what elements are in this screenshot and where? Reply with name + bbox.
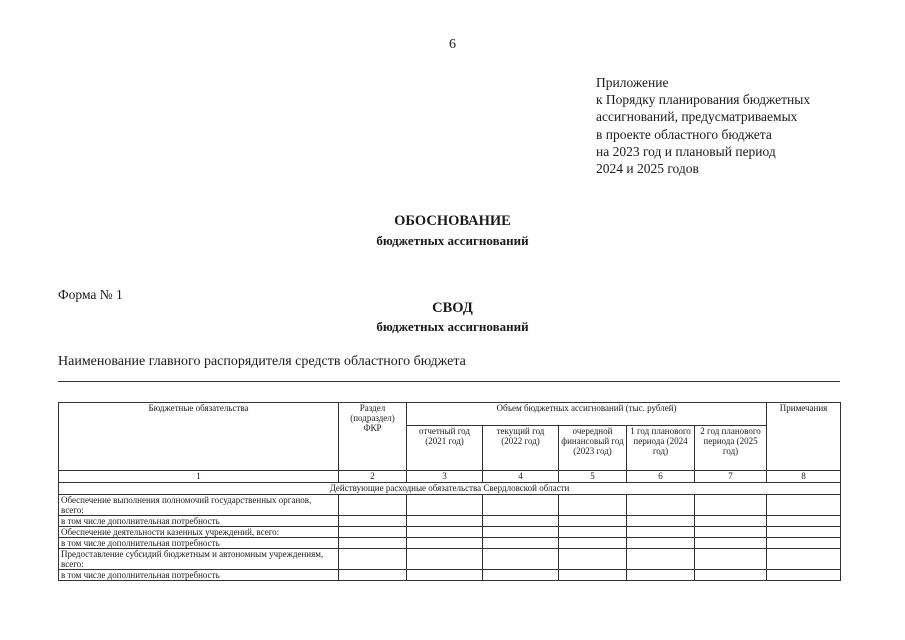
table-cell[interactable] [407,495,483,516]
table-cell[interactable] [627,516,695,527]
table-cell[interactable] [767,549,841,570]
table-cell[interactable] [627,538,695,549]
table-cell[interactable] [559,495,627,516]
table-row [59,538,841,549]
column-number: 8 [767,471,841,483]
table-cell[interactable] [627,527,695,538]
header-year-current: текущий год (2022 год) [483,426,559,471]
table-cell[interactable] [559,527,627,538]
table-cell[interactable] [559,570,627,581]
column-number: 6 [627,471,695,483]
appendix-line: в проекте областного бюджета [596,126,772,142]
table-cell[interactable] [339,538,407,549]
table-row [59,570,841,581]
table-cell[interactable] [407,538,483,549]
table-cell[interactable] [767,527,841,538]
table-cell[interactable] [695,538,767,549]
column-number: 4 [483,471,559,483]
header-year-plan-1: 1 год планового периода (2024 год) [627,426,695,471]
header-budget-volume: Объем бюджетных ассигнований (тыс. рублей) [407,403,767,426]
table-cell[interactable] [483,549,559,570]
table-cell[interactable] [695,570,767,581]
table-cell[interactable] [695,527,767,538]
table-cell[interactable] [483,538,559,549]
table-cell[interactable] [407,570,483,581]
table-row [59,516,841,527]
column-number: 3 [407,471,483,483]
table-row [59,527,841,538]
appendix-line: Приложение [596,75,669,90]
table-cell[interactable] [627,549,695,570]
row-label: Обеспечение деятельности казенных учреждений, всего: [59,527,339,538]
ministry-fill-line [58,381,840,382]
appendix-line: на 2023 год и плановый период [596,143,776,159]
row-label: Предоставление субсидий бюджетным и автономным учреждениям, всего: [59,549,339,570]
appendix-line: ассигнований, предусматриваемых [596,109,798,125]
header-year-next: очередной финансовый год (2023 год) [559,426,627,471]
table-cell[interactable] [483,516,559,527]
form-number: Форма № 1 [58,287,123,302]
table-cell[interactable] [627,495,695,516]
table-cell[interactable] [695,549,767,570]
document-subtitle: бюджетных ассигнований [376,233,529,248]
table-cell[interactable] [695,495,767,516]
table-cell[interactable] [767,538,841,549]
header-obligations: Бюджетные обязательства [59,403,339,471]
table-cell[interactable] [407,549,483,570]
page-number: 6 [449,37,456,52]
svod-subtitle: бюджетных ассигнований [376,319,529,334]
budget-table [58,402,841,581]
table-row [59,495,841,516]
svod-title: СВОД [432,300,473,316]
table-cell[interactable] [339,527,407,538]
header-notes: Примечания [767,403,841,471]
table-cell[interactable] [339,570,407,581]
header-year-plan-2: 2 год планового периода (2025 год) [695,426,767,471]
table-cell[interactable] [483,495,559,516]
row-label: в том числе дополнительная потребность [59,570,339,581]
table-cell[interactable] [483,570,559,581]
header-year-reporting: отчетный год (2021 год) [407,426,483,471]
row-label: в том числе дополнительная потребность [59,538,339,549]
table-cell[interactable] [767,570,841,581]
table-cell[interactable] [407,516,483,527]
row-label: в том числе дополнительная потребность [59,516,339,527]
table-cell[interactable] [767,495,841,516]
table-cell[interactable] [559,538,627,549]
column-number: 2 [339,471,407,483]
table-row [59,549,841,570]
table-cell[interactable] [767,516,841,527]
row-label: Обеспечение выполнения полномочий государственных органов, всего: [59,495,339,516]
table-cell[interactable] [627,570,695,581]
appendix-line: 2024 и 2025 годов [596,161,699,177]
header-section-fkr: Раздел (подраздел) ФКР [339,403,407,471]
table-cell[interactable] [407,527,483,538]
document-title: ОБОСНОВАНИЕ [394,213,511,229]
table-cell[interactable] [339,516,407,527]
column-number: 7 [695,471,767,483]
table-cell[interactable] [695,516,767,527]
column-number: 5 [559,471,627,483]
section-header: Действующие расходные обязательства Свердловской области [59,483,841,495]
table-cell[interactable] [559,549,627,570]
table-cell[interactable] [339,495,407,516]
appendix-line: к Порядку планирования бюджетных [596,92,811,108]
ministry-label: Наименование главного распорядителя средств областного бюджета [58,354,466,369]
table-cell[interactable] [559,516,627,527]
table-cell[interactable] [483,527,559,538]
table-cell[interactable] [339,549,407,570]
column-number: 1 [59,471,339,483]
appendix-note [596,74,810,177]
